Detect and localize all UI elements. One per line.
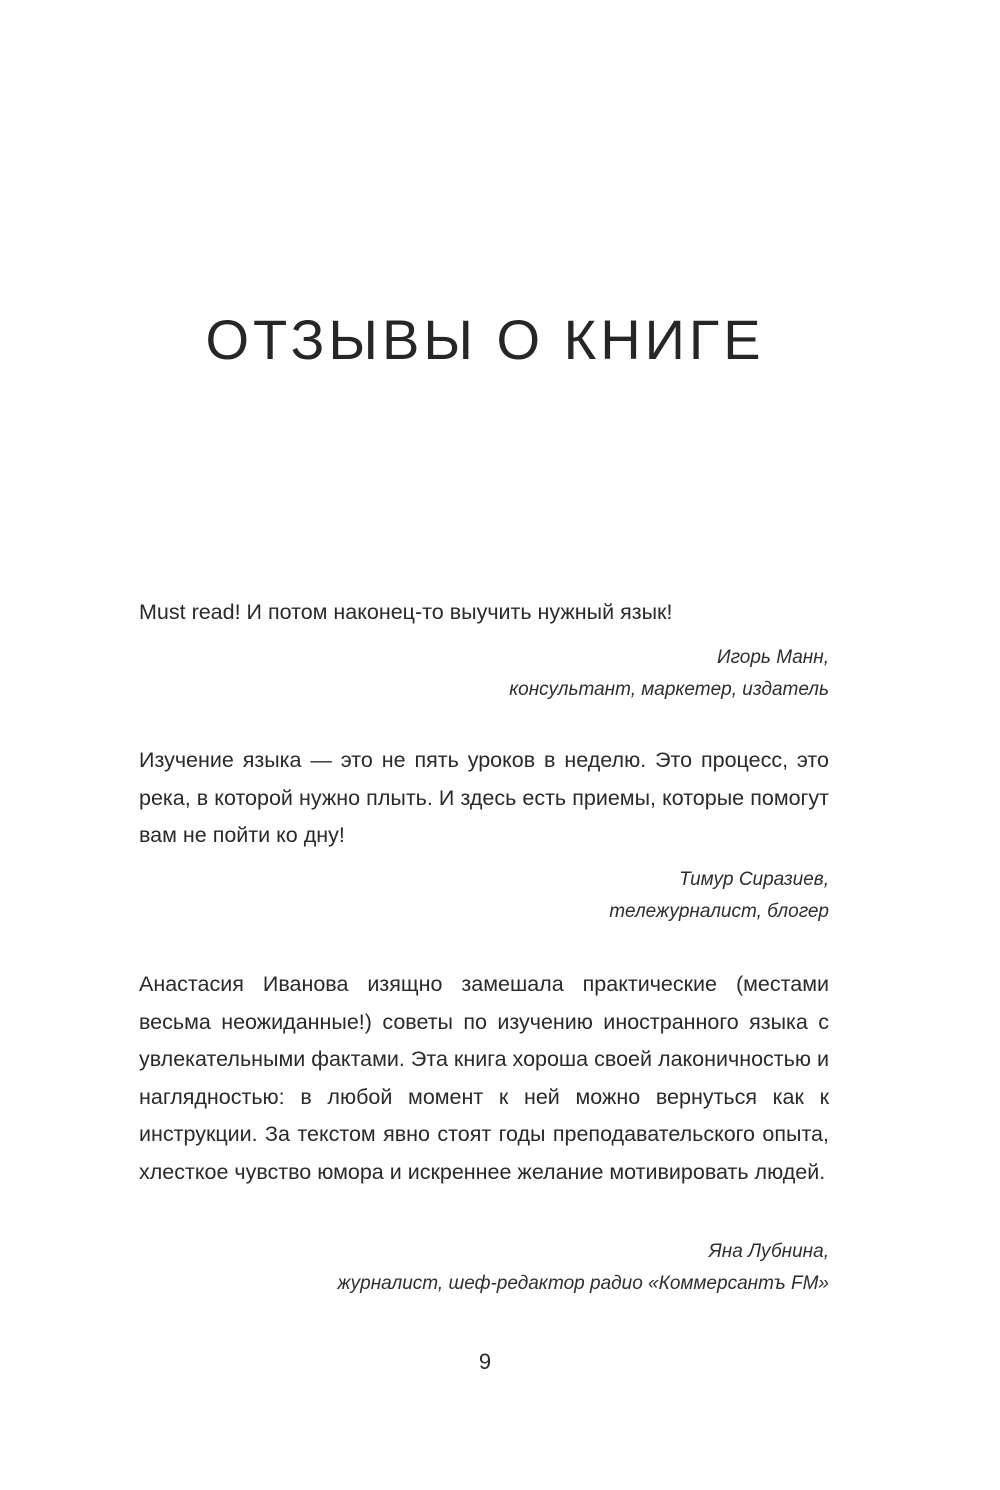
- review-author-block-3: [139, 1236, 829, 1300]
- review-author-name: Яна Лубнина,: [708, 1241, 829, 1262]
- page-title: ОТЗЫВЫ О КНИГЕ: [205, 308, 765, 371]
- review-text-3: [139, 966, 829, 1191]
- review-author-role: журналист, шеф-редактор радио «Коммерсантъ FM»: [337, 1273, 829, 1294]
- review-author-block-2: [139, 864, 829, 928]
- review-author-name: Игорь Манн,: [717, 647, 829, 668]
- review-quote: Анастасия Иванова изящно замешала практические (местами весьма неожиданные!) советы по изучению иностранного языка с увлекательными фактами. Эта книга хороша своей лаконичностью и наглядностью: в любой момент к ней можно вернуться как к инструкции. За текстом явно стоят годы преподавательского опыта, хлесткое чувство юмора и искреннее желание мотивировать людей.: [139, 972, 829, 1184]
- page-number: 9: [478, 1349, 492, 1374]
- review-author-block-1: [139, 642, 829, 706]
- review-author-role: консультант, маркетер, издатель: [509, 679, 829, 700]
- review-text-1: [139, 594, 829, 632]
- review-author-role: тележурналист, блогер: [609, 901, 829, 922]
- review-quote: Изучение языка — это не пять уроков в неделю. Это процесс, это река, в которой нужно плыть. И здесь есть приемы, которые помогут вам не пойти ко дну!: [139, 748, 829, 847]
- review-author-name: Тимур Сиразиев,: [679, 869, 829, 890]
- review-text-2: [139, 742, 829, 855]
- review-quote: Must read! И потом наконец-то выучить нужный язык!: [139, 600, 673, 624]
